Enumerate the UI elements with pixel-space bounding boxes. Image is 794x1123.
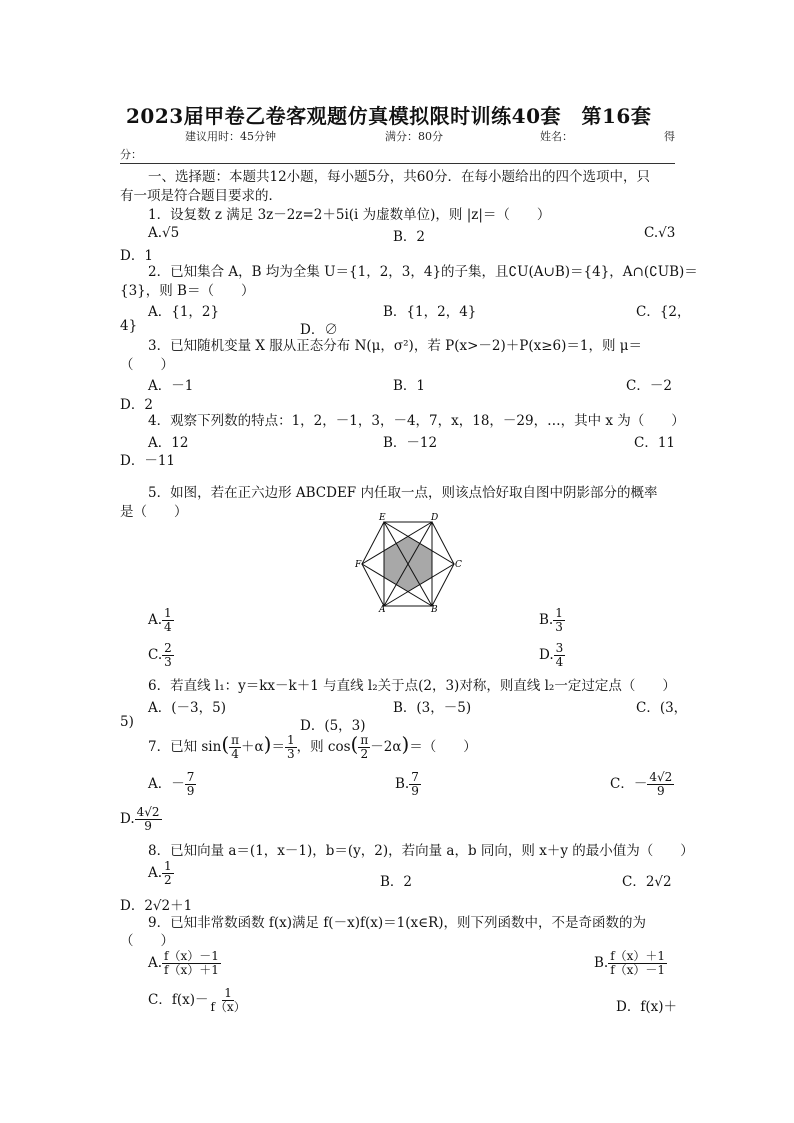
option-a: A．12 <box>148 435 189 451</box>
section-heading-line2: 有一项是符合题目要求的． <box>120 188 282 204</box>
option-a: A. $\frac{1}{4}$ <box>148 606 172 634</box>
score-label-part2: 分： <box>120 148 142 161</box>
option-d: D．1 <box>120 248 153 264</box>
option-b: B. $\frac{7}{9}$ <box>395 770 419 798</box>
option-b: B．1 <box>393 378 426 394</box>
hexagon-figure <box>355 512 465 612</box>
option-c: C．(3， <box>636 700 688 716</box>
label-f: F <box>355 560 362 570</box>
header-divider <box>120 163 675 164</box>
page-title: 2023届甲卷乙卷客观题仿真模拟限时训练40套 第16套 <box>126 104 652 128</box>
option-d: D．(5，3) <box>300 718 366 734</box>
option-c: C．－2 <box>626 378 672 394</box>
option-c: C．－ $\frac{4√2}{9}$ <box>610 770 673 798</box>
option-a: A．{1，2} <box>148 304 220 320</box>
label-b: B <box>431 605 438 612</box>
question-stem-line2: {3}，则 B＝（ ） <box>120 283 255 299</box>
option-c: C．{2， <box>636 304 691 320</box>
option-b: B. $\frac{1}{3}$ <box>539 606 563 634</box>
option-b: B．2 <box>380 874 413 890</box>
option-a: A．－ $\frac{7}{9}$ <box>148 770 195 798</box>
option-c-continued: 4} <box>120 318 138 334</box>
label-e: E <box>379 513 386 523</box>
question-stem: 4．观察下列数的特点：1，2，－1，3，－4，7，x，18，－29，…，其中 x 为（ ） <box>148 413 685 429</box>
option-d: D. $\frac{4√2}{9}$ <box>120 805 160 833</box>
score-label-part1: 得 <box>664 130 675 143</box>
option-a: A.√5 <box>148 225 180 241</box>
question-stem-line1: 3．已知随机变量 X 服从正态分布 N(μ，σ²)，若 P(x>－2)＋P(x≥6)＝1，则 μ＝ <box>148 338 643 354</box>
option-d: D. $\frac{3}{4}$ <box>539 641 564 669</box>
option-b: B．－12 <box>383 435 438 451</box>
option-d: D．∅ <box>300 322 338 338</box>
section-heading-line1: 一、选择题：本题共12小题，每小题5分，共60分．在每小题给出的四个选项中，只 <box>148 169 650 185</box>
question-stem-line2: （ ） <box>120 357 174 373</box>
question-stem: 7．已知 sin( $\frac{\pi}{4}$ ＋α)＝ $\frac{1}{3}$ ，则 cos( $\frac{\pi}{2}$ －2α)＝（ ） <box>148 732 477 761</box>
label-a: A <box>379 605 386 612</box>
name-field-label: 姓名： <box>540 130 573 143</box>
option-c: C．2√2 <box>622 874 672 890</box>
question-stem-line2: 是（ ） <box>120 504 188 520</box>
option-d: D．f(x)＋ <box>616 999 677 1015</box>
option-c: C. $\frac{2}{3}$ <box>148 641 172 669</box>
option-a: A. $\frac{f(x)-1}{f(x)+1}$ <box>148 949 219 977</box>
option-a: A．(－3，5) <box>148 700 226 716</box>
question-stem: 6．若直线 l₁：y＝kx－k＋1 与直线 l₂关于点(2，3)对称，则直线 l₂一定过定点（ ） <box>148 678 676 694</box>
question-stem-line1: 9．已知非常数函数 f(x)满足 f(－x)f(x)＝1(x∈R)，则下列函数中，不是奇函数的为 <box>148 915 646 931</box>
option-b: B．{1，2，4} <box>383 304 477 320</box>
score-info: 满分：80分 <box>385 130 443 143</box>
question-stem: 1．设复数 z 满足 3z－2z=2＋5i(i 为虚数单位)，则 |z|＝（ ） <box>148 207 551 223</box>
question-stem-line1: 5．如图，若在正六边形 ABCDEF 内任取一点，则该点恰好取自图中阴影部分的概率 <box>148 485 658 501</box>
question-stem-line1: 2．已知集合 A，B 均为全集 U＝{1，2，3，4}的子集，且∁U(A∪B)＝{4}，A∩(∁UB)＝ <box>148 264 698 280</box>
option-c: C．f(x)－ $\frac{1}{f(x)}$ <box>148 986 246 1014</box>
option-d: D．2√2＋1 <box>120 898 193 914</box>
option-a: A．－1 <box>148 378 194 394</box>
option-d: D．－11 <box>120 453 176 469</box>
option-c: C．11 <box>634 435 676 451</box>
time-info: 建议用时：45分钟 <box>185 130 276 143</box>
label-d: D <box>431 513 439 523</box>
question-stem-line2: （ ） <box>120 933 174 949</box>
option-b: B．2 <box>393 229 426 245</box>
option-b: B. $\frac{f(x)+1}{f(x)-1}$ <box>594 949 666 977</box>
option-a: A. $\frac{1}{2}$ <box>148 859 172 887</box>
option-c-continued: 5) <box>120 714 134 730</box>
question-stem: 8．已知向量 a＝(1，x－1)，b＝(y，2)，若向量 a，b 同向，则 x＋y 的最小值为（ ） <box>148 843 694 859</box>
option-b: B．(3，－5) <box>393 700 472 716</box>
option-c: C.√3 <box>644 225 676 241</box>
option-d: D．2 <box>120 397 153 413</box>
label-c: C <box>455 560 462 570</box>
